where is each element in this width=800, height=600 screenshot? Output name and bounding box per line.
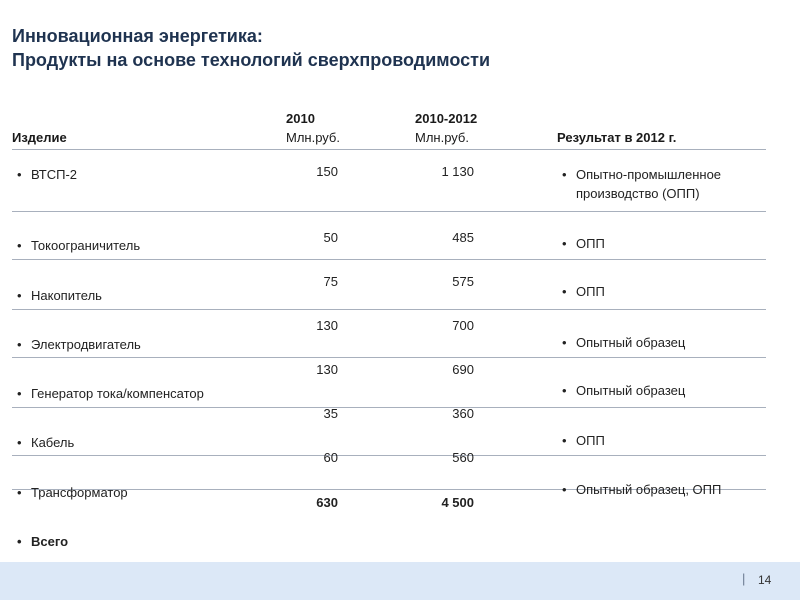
title-line-2: Продукты на основе технологий сверхпроводимости [12, 50, 491, 70]
result-motor: • Опытный образец [576, 333, 685, 352]
value-2010: 60 [323, 450, 338, 465]
product-transformer: • Трансформатор [31, 483, 128, 502]
product-current-limiter: • Токоограничитель [31, 236, 140, 255]
total-2010-2012: 4 500 [441, 495, 474, 510]
product-cable: • Кабель [31, 433, 74, 452]
value-2010-2012: 485 [452, 230, 474, 245]
value-2010: 75 [323, 274, 338, 289]
result-generator: • Опытный образец [576, 381, 685, 400]
row-divider [12, 357, 766, 358]
product-storage: • Накопитель [31, 286, 102, 305]
result-vtsp2: • Опытно-промышленное производство (ОПП) [576, 165, 721, 203]
value-2010-2012: 700 [452, 318, 474, 333]
header-result: Результат в 2012 г. [557, 130, 677, 145]
value-2010-2012: 690 [452, 362, 474, 377]
value-2010-2012: 560 [452, 450, 474, 465]
value-2010: 50 [323, 230, 338, 245]
row-divider [12, 259, 766, 260]
result-cable: • ОПП [576, 431, 605, 450]
result-transformer: • Опытный образец, ОПП [576, 480, 721, 499]
value-2010-2012: 575 [452, 274, 474, 289]
title-line-1: Инновационная энергетика: [12, 26, 263, 46]
value-2010: 130 [316, 318, 338, 333]
page-number: 14 [758, 573, 772, 587]
header-2010-2012: 2010-2012 Млн.руб. [415, 111, 478, 145]
result-storage: • ОПП [576, 282, 605, 301]
header-2010: 2010 Млн.руб. [286, 111, 340, 145]
product-motor: • Электродвигатель [31, 335, 141, 354]
result-current-limiter: • ОПП [576, 234, 605, 253]
value-2010-2012: 360 [452, 406, 474, 421]
value-2010: 150 [316, 164, 338, 179]
product-vtsp2: • ВТСП-2 [31, 165, 77, 184]
row-divider [12, 309, 766, 310]
value-2010: 35 [323, 406, 338, 421]
table-header-rule [12, 149, 766, 150]
product-total: • Всего [31, 532, 68, 551]
total-2010: 630 [316, 495, 338, 510]
page-number-separator: | [742, 571, 746, 586]
header-product: Изделие [12, 130, 67, 145]
slide-title [12, 24, 490, 72]
row-divider [12, 211, 766, 212]
value-2010: 130 [316, 362, 338, 377]
value-2010-2012: 1 130 [441, 164, 474, 179]
footer-band [0, 562, 800, 600]
product-generator: • Генератор тока/компенсатор [31, 384, 204, 403]
